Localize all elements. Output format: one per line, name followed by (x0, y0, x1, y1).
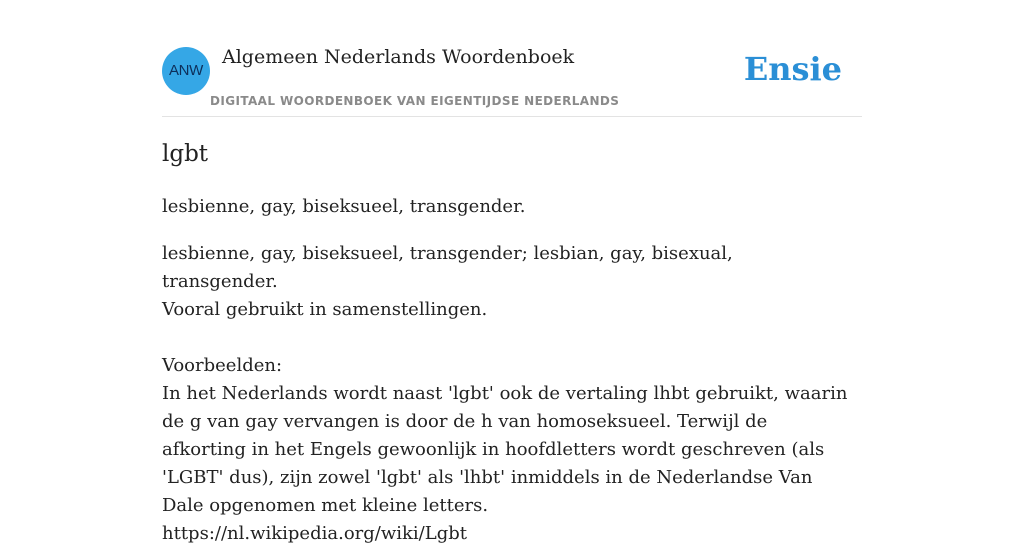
dictionary-subtitle: DIGITAAL WOORDENBOEK VAN EIGENTIJDSE NEDERLANDS (210, 94, 620, 108)
usage-note: Vooral gebruikt in samenstellingen. (162, 299, 488, 320)
spacer (162, 324, 852, 352)
full-definition: lesbienne, gay, biseksueel, transgender; lesbian, gay, bisexual, transgender. (162, 243, 733, 292)
source-link[interactable]: https://nl.wikipedia.org/wiki/Lgbt (162, 523, 467, 544)
entry-body (162, 240, 852, 548)
site-header (162, 40, 862, 117)
dictionary-title[interactable]: Algemeen Nederlands Woordenboek (222, 46, 575, 68)
anw-logo[interactable]: ANW (162, 47, 210, 95)
example-text: In het Nederlands wordt naast 'lgbt' ook de vertaling lhbt gebruikt, waarin de g van gay vervangen is door de h van homoseksueel. Terwijl de afkorting in het Engels gewoonlijk in hoofdletters wordt geschreven (als 'LGBT' dus), zijn zowel 'lgbt' als 'lhbt' inmiddels in de Nederlandse Van Dale opgenomen met kleine letters. (162, 383, 848, 516)
short-definition: lesbienne, gay, biseksueel, transgender. (162, 196, 526, 217)
ensie-brand-link[interactable]: Ensie (743, 50, 842, 88)
examples-label: Voorbeelden: (162, 355, 283, 376)
entry-content (162, 136, 852, 548)
headword: lgbt (162, 141, 209, 167)
